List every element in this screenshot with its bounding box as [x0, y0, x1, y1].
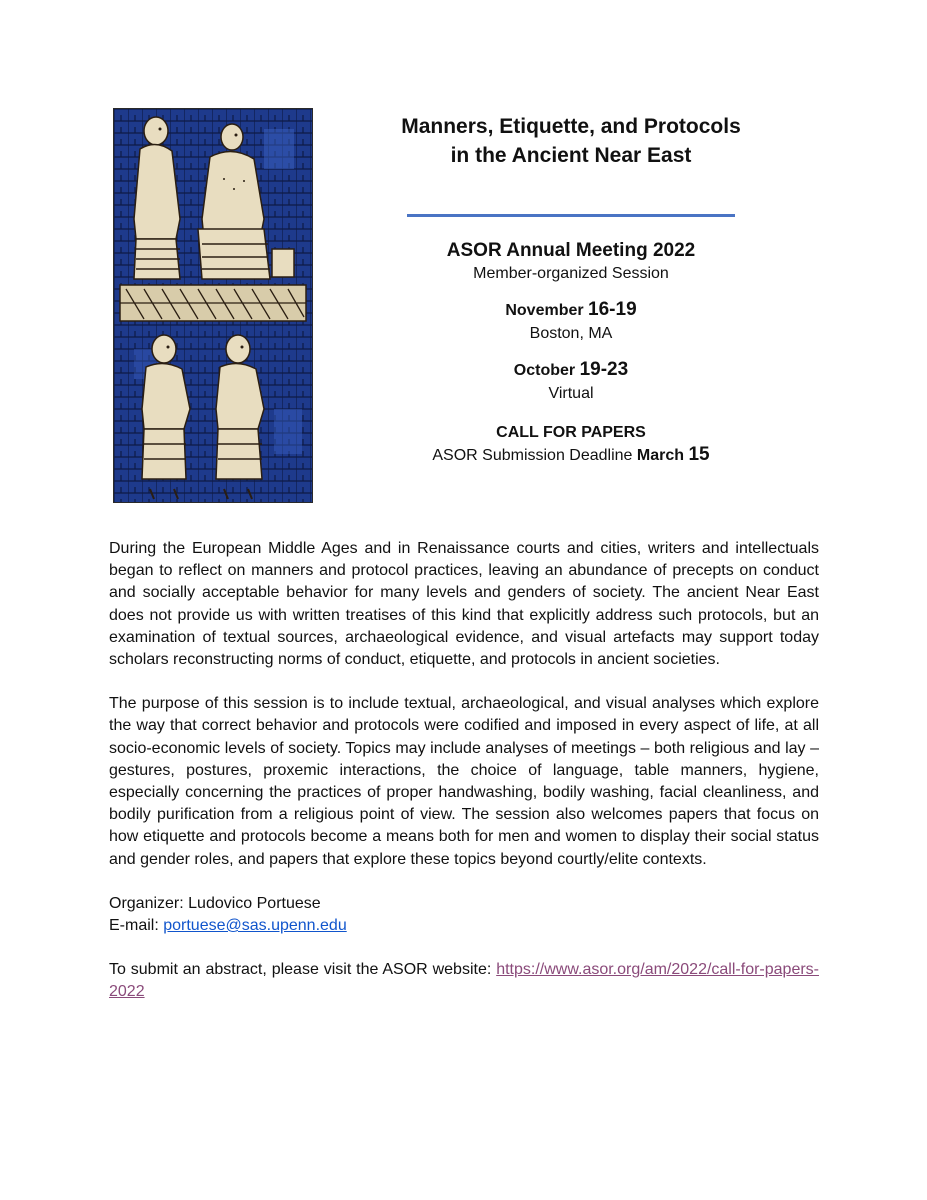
submission-deadline [360, 443, 782, 468]
paragraph-intro: During the European Middle Ages and in Renaissance courts and cities, writers and intellectuals began to reflect on manners and protocol practices, leaving an abundance of precepts on conduct and socially acceptable behavior for many levels and genders of society. The ancient Near East does not provide us with written treatises of this kind that explicitly address such protocols, but an examination of textual sources, archaeological evidence, and visual artefacts may support today scholars reconstructing norms of conduct, etiquette, and protocols in ancient societies. [109, 540, 819, 669]
mosaic-image [113, 108, 313, 503]
contact-block [109, 893, 819, 937]
session-title [360, 112, 782, 170]
header-block [360, 108, 782, 468]
deadline-month: March [636, 447, 685, 464]
title-divider [407, 214, 735, 217]
deadline-day: 15 [688, 444, 710, 465]
virtual-days: 19-23 [579, 359, 629, 380]
meeting-name: ASOR Annual Meeting 2022 [446, 240, 696, 261]
virtual-date [360, 358, 782, 383]
inperson-date [360, 298, 782, 323]
inperson-place: Boston, MA [529, 325, 613, 342]
organizer: Organizer: Ludovico Portuese [109, 894, 321, 912]
submit-line [109, 959, 819, 1003]
call-for-papers: CALL FOR PAPERS [496, 424, 646, 441]
deadline-label: ASOR Submission Deadline [432, 447, 633, 464]
title-line-1: Manners, Etiquette, and Protocols [401, 115, 741, 138]
email-label: E-mail: [109, 917, 164, 935]
inperson-days: 16-19 [588, 299, 637, 320]
asor-website-link[interactable]: https://www.asor.org/am/2022/call-for-papers-2022 [109, 961, 819, 1001]
email-link[interactable]: portuese@sas.upenn.edu [163, 917, 347, 935]
session-type: Member-organized Session [473, 265, 669, 282]
submit-text: To submit an abstract, please visit the ASOR website: [109, 961, 497, 979]
virtual-month: October [513, 362, 576, 379]
body-text [109, 538, 819, 1026]
virtual-place: Virtual [548, 385, 594, 402]
inperson-month: November [505, 302, 584, 319]
email-line [109, 915, 819, 937]
paragraph-purpose: The purpose of this session is to include textual, archaeological, and visual analyses which explore the way that correct behavior and protocols were codified and imposed in every aspect of life, at all socio-economic levels of society. Topics may include analyses of meetings – both religious and lay – gestures, postures, proxemic interactions, the choice of language, table manners, hygiene, especially concerning the practices of proper handwashing, bodily washing, facial cleanliness, and bodily purification from a religious point of view. The session also welcomes papers that focus on how etiquette and protocols become a means both for men and women to display their social status and gender roles, and papers that explore these topics beyond courtly/elite contexts. [109, 695, 819, 868]
title-line-2: in the Ancient Near East [450, 144, 692, 167]
